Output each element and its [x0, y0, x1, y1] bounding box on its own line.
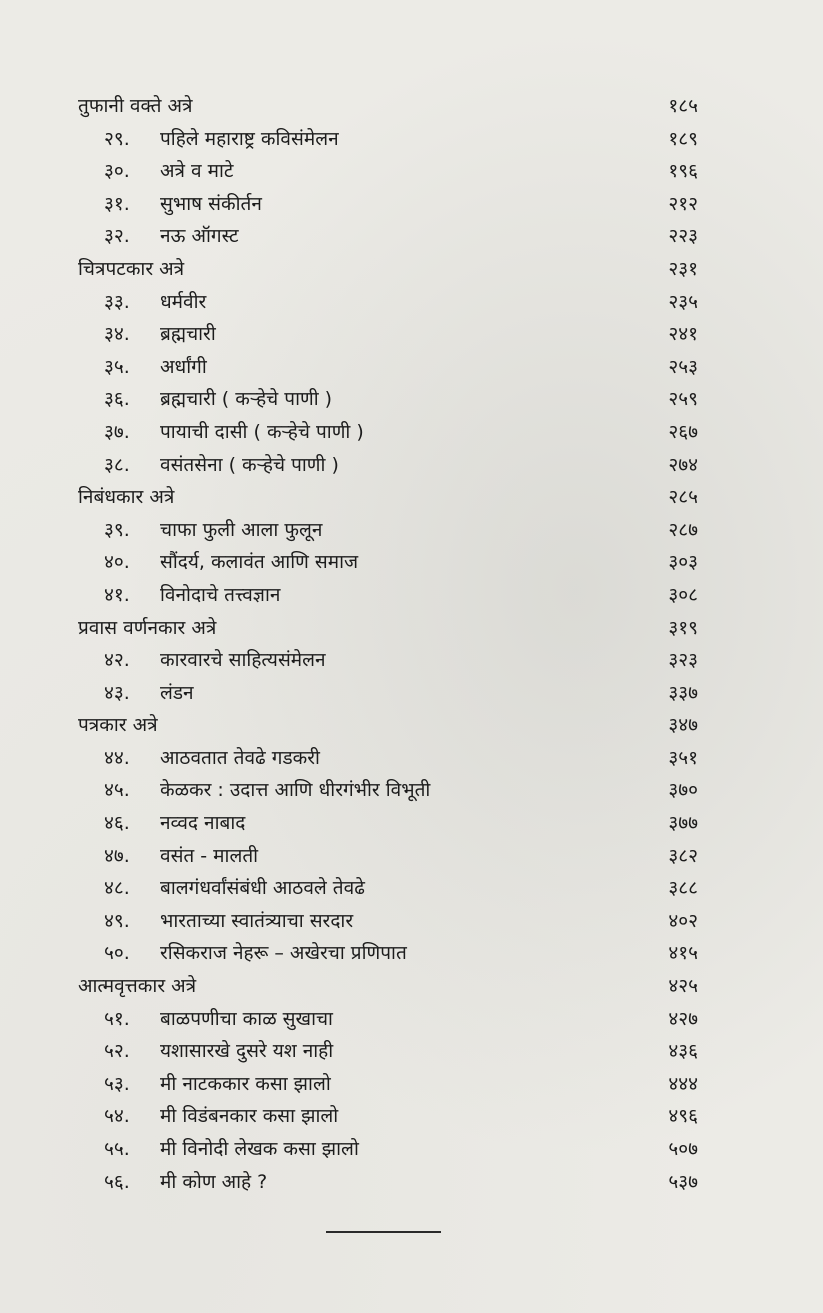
toc-entry [78, 1133, 698, 1166]
entry-number: ५६. [104, 1170, 130, 1193]
entry-title: कारवारचे साहित्यसंमेलन [160, 649, 326, 672]
page-number: २८७ [668, 518, 698, 541]
entry-number: ४३. [104, 681, 130, 704]
page-number: ३७७ [668, 812, 698, 835]
page-number: ३७० [668, 779, 698, 802]
toc-entry [78, 807, 698, 840]
toc-entry [78, 937, 698, 970]
entry-title: पहिले महाराष्ट्र कविसंमेलन [160, 127, 339, 150]
page-number: ३०८ [668, 583, 698, 606]
entry-title: मी कोण आहे ? [160, 1170, 268, 1193]
toc-entry [78, 546, 698, 579]
toc-section-heading [78, 709, 698, 742]
entry-title: बालगंधर्वांसंबंधी आठवले तेवढे [160, 877, 365, 900]
page-number: ३८२ [668, 844, 698, 867]
entry-number: ३१. [104, 192, 130, 215]
section-title: प्रवास वर्णनकार अत्रे [78, 616, 217, 639]
entry-title: विनोदाचे तत्त्वज्ञान [160, 583, 281, 606]
entry-title: यशासारखे दुसरे यश नाही [160, 1040, 334, 1063]
toc-entry [78, 220, 698, 253]
page-number: ४४४ [668, 1072, 698, 1095]
toc-section-heading [78, 253, 698, 286]
page-number: ४३६ [668, 1040, 698, 1063]
toc-entry [78, 188, 698, 221]
page-number: २३५ [668, 290, 698, 313]
toc-entry [78, 318, 698, 351]
entry-title: आठवतात तेवढे गडकरी [160, 746, 320, 769]
toc-entry [78, 1100, 698, 1133]
page-number: ४९६ [668, 1105, 698, 1128]
entry-title: वसंतसेना ( कऱ्हेचे पाणी ) [160, 453, 339, 476]
toc-section-heading [78, 970, 698, 1003]
page-number: ४२७ [668, 1007, 698, 1030]
entry-number: ४९. [104, 909, 130, 932]
entry-number: ३६. [104, 388, 130, 411]
toc-entry [78, 1035, 698, 1068]
entry-number: ५३. [104, 1072, 130, 1095]
section-title: पत्रकार अत्रे [78, 714, 158, 737]
toc-entry [78, 514, 698, 547]
toc-entry [78, 1003, 698, 1036]
entry-title: केळकर : उदात्त आणि धीरगंभीर विभूती [160, 779, 431, 802]
entry-title: सौंदर्य, कलावंत आणि समाज [160, 551, 359, 574]
toc-section-heading [78, 612, 698, 645]
entry-title: वसंत - मालती [160, 844, 259, 867]
entry-title: नऊ ऑगस्ट [160, 225, 239, 248]
entry-number: ३८. [104, 453, 130, 476]
entry-number: ४६. [104, 812, 130, 835]
page-number: २३१ [668, 257, 698, 280]
toc-entry [78, 383, 698, 416]
toc-entry [78, 449, 698, 482]
entry-title: मी नाटककार कसा झालो [160, 1072, 331, 1095]
page-number: ३४७ [668, 714, 698, 737]
entry-title: अर्धांगी [160, 355, 207, 378]
entry-title: भारताच्या स्वातंत्र्याचा सरदार [160, 909, 354, 932]
page-number: ३८८ [668, 877, 698, 900]
entry-number: ४७. [104, 844, 130, 867]
entry-number: ३०. [104, 160, 130, 183]
entry-title: ब्रह्मचारी ( कऱ्हेचे पाणी ) [160, 388, 333, 411]
entry-title: अत्रे व माटे [160, 160, 234, 183]
entry-number: ४४. [104, 746, 130, 769]
toc-section-heading [78, 481, 698, 514]
entry-number: ५४. [104, 1105, 130, 1128]
entry-title: सुभाष संकीर्तन [160, 192, 262, 215]
entry-number: ५५. [104, 1138, 130, 1160]
entry-number: २९. [104, 127, 130, 150]
section-title: चित्रपटकार अत्रे [78, 257, 185, 280]
page-number: १८९ [668, 127, 698, 150]
entry-number: ५२. [104, 1040, 130, 1063]
section-title: आत्मवृत्तकार अत्रे [78, 975, 197, 998]
page-number: २२३ [668, 225, 698, 248]
toc-entry [78, 286, 698, 319]
toc-entry [78, 123, 698, 156]
page-number: ५०७ [668, 1138, 698, 1160]
entry-number: ४१. [104, 583, 130, 606]
entry-number: ४५. [104, 779, 130, 802]
toc-entry [78, 1166, 698, 1199]
entry-number: ३३. [104, 290, 130, 313]
entry-title: रसिकराज नेहरू – अखेरचा प्रणिपात [160, 942, 407, 965]
toc-entry [78, 840, 698, 873]
page-number: १९६ [668, 160, 698, 183]
page-number: २८५ [668, 486, 698, 509]
toc-entry [78, 677, 698, 710]
entry-number: ४२. [104, 649, 130, 672]
page-number: ३५१ [668, 746, 698, 769]
toc-entry [78, 742, 698, 775]
toc-entry [78, 579, 698, 612]
page-number: २६७ [668, 420, 698, 443]
entry-title: नव्वद नाबाद [160, 812, 246, 835]
table-of-contents [78, 90, 698, 1198]
entry-title: मी विडंबनकार कसा झालो [160, 1105, 339, 1128]
entry-title: चाफा फुली आला फुलून [160, 518, 323, 541]
entry-number: ५०. [104, 942, 130, 965]
page-number: २४१ [668, 323, 698, 346]
toc-entry [78, 1068, 698, 1101]
entry-number: ३५. [104, 355, 130, 378]
page-number: ५३७ [668, 1170, 698, 1193]
page-number: ३०३ [668, 551, 698, 574]
toc-entry [78, 644, 698, 677]
entry-number: ४८. [104, 877, 130, 900]
entry-title: मी विनोदी लेखक कसा झालो [160, 1138, 359, 1160]
entry-title: धर्मवीर [160, 290, 207, 313]
entry-title: बाळपणीचा काळ सुखाचा [160, 1007, 333, 1030]
page-number: २५३ [668, 355, 698, 378]
toc-entry [78, 774, 698, 807]
entry-number: ३७. [104, 420, 130, 443]
entry-number: ३४. [104, 323, 130, 346]
toc-entry [78, 351, 698, 384]
section-title: तुफानी वक्ते अत्रे [78, 95, 193, 117]
end-divider [326, 1231, 441, 1233]
page-number: १८५ [668, 95, 698, 117]
page-number: २१२ [668, 192, 698, 215]
page-number: ४२५ [668, 975, 698, 998]
entry-number: ५१. [104, 1007, 130, 1030]
entry-title: लंडन [160, 681, 194, 704]
toc-section-heading [78, 90, 698, 123]
page-number: २७४ [668, 453, 698, 476]
toc-entry [78, 905, 698, 938]
toc-entry [78, 155, 698, 188]
entry-number: ४०. [104, 551, 130, 574]
page-number: ३२३ [668, 649, 698, 672]
entry-title: ब्रह्मचारी [160, 323, 216, 346]
page-number: ४१५ [668, 942, 698, 965]
toc-entry [78, 416, 698, 449]
section-title: निबंधकार अत्रे [78, 486, 175, 509]
entry-title: पायाची दासी ( कऱ्हेचे पाणी ) [160, 420, 364, 443]
page-number: २५९ [668, 388, 698, 411]
page-number: ३१९ [668, 616, 698, 639]
page-number: ३३७ [668, 681, 698, 704]
entry-number: ३२. [104, 225, 130, 248]
entry-number: ३९. [104, 518, 130, 541]
page-number: ४०२ [668, 909, 698, 932]
toc-entry [78, 872, 698, 905]
